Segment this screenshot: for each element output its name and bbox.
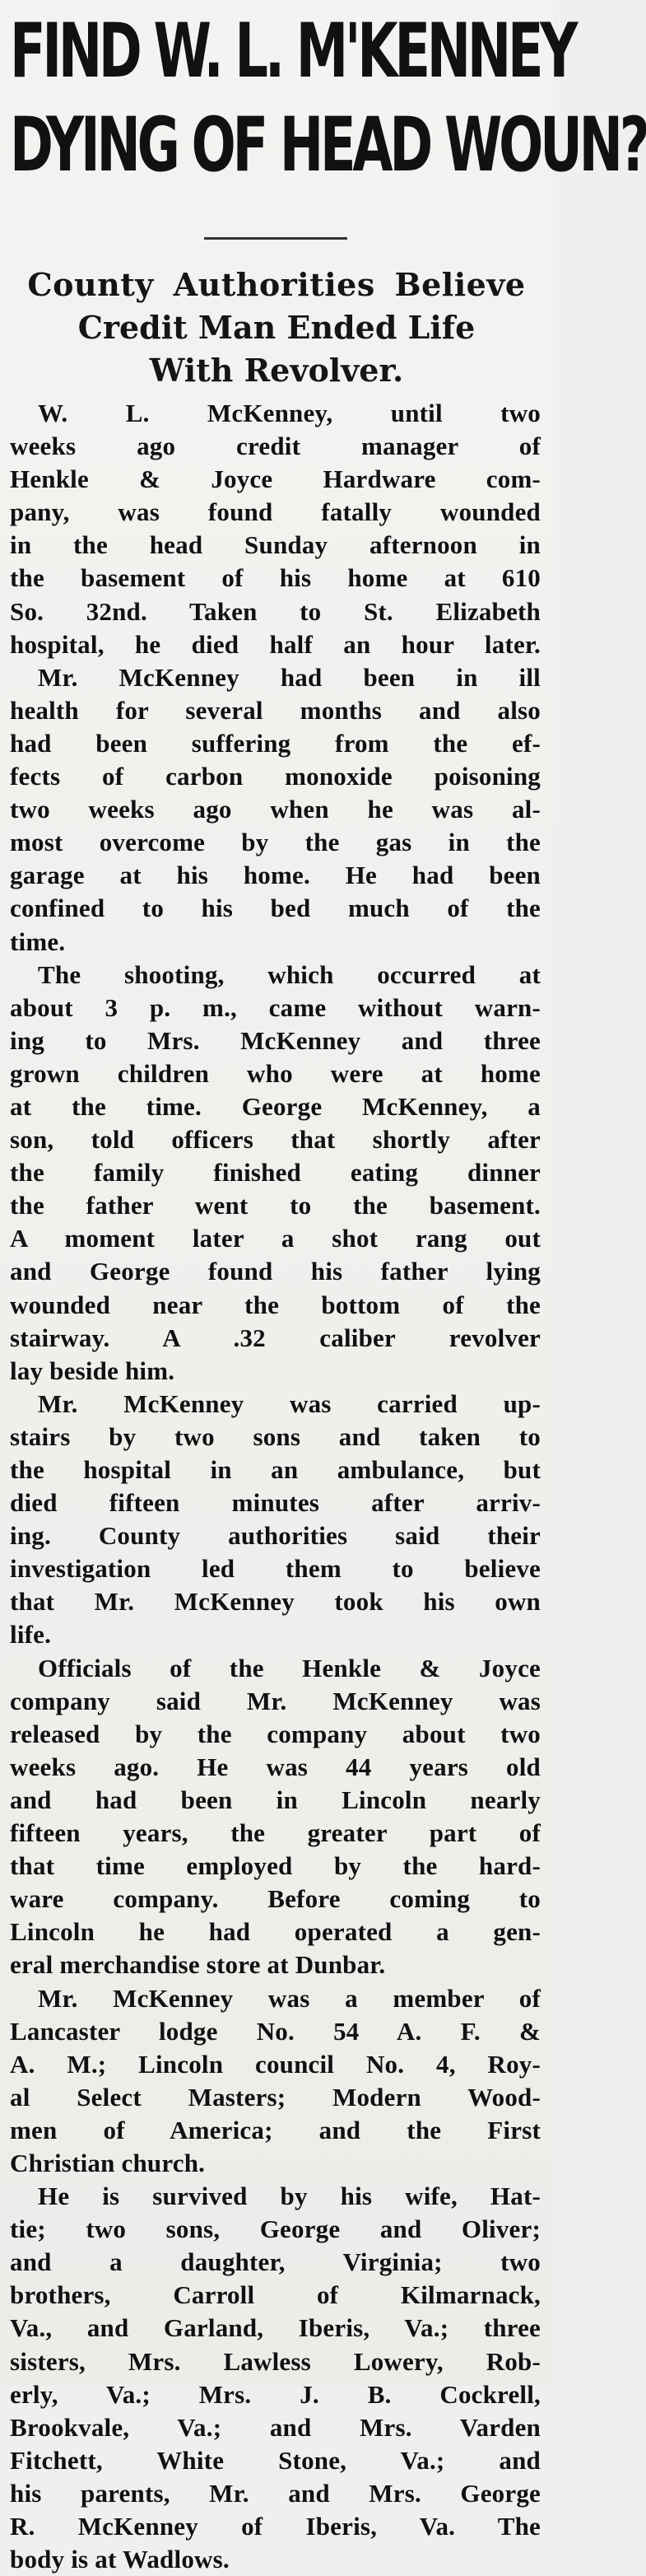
article-line: pany, was found fatally wounded — [10, 497, 541, 527]
article-line: released by the company about two — [10, 1719, 541, 1748]
article-line: that time employed by the hard- — [10, 1851, 541, 1881]
article-line: fects of carbon monoxide poisoning — [10, 762, 541, 791]
article-body — [10, 397, 541, 2576]
article-line: Mr. McKenney was a member of — [38, 1983, 541, 2013]
article-line: brothers, Carroll of Kilmarnack, — [10, 2280, 541, 2310]
article-line: life. — [10, 1620, 52, 1650]
subheadline-line-2: Credit Man Ended Life — [77, 309, 476, 346]
article-line: Officials of the Henkle & Joyce — [38, 1653, 541, 1682]
article-line: W. L. McKenney, until two — [38, 399, 541, 427]
article-line: and George found his father lying — [10, 1257, 541, 1286]
headline-line-2: DYING OF HEAD WOUN? — [10, 102, 646, 189]
article-line: al Select Masters; Modern Wood- — [10, 2082, 541, 2112]
article-line: So. 32nd. Taken to St. Elizabeth — [10, 596, 541, 626]
article-line: Lancaster lodge No. 54 A. F. & — [10, 2016, 541, 2046]
article-line: company said Mr. McKenney was — [10, 1686, 541, 1715]
article-line: wounded near the bottom of the — [10, 1290, 541, 1319]
article-line: Henkle & Joyce Hardware com- — [10, 464, 541, 494]
article-line: the basement of his home at 610 — [10, 563, 541, 593]
article-line: time. — [10, 926, 66, 956]
headline-line-1: FIND W. L. M'KENNEY — [10, 8, 575, 95]
article-line: lay beside him. — [10, 1356, 175, 1385]
subheadline — [0, 264, 553, 392]
headline — [10, 5, 646, 193]
article-line: tie; two sons, George and Oliver; — [10, 2214, 541, 2244]
article-line: R. McKenney of Iberis, Va. The — [10, 2512, 541, 2541]
article-line: Mr. McKenney was carried up- — [38, 1388, 541, 1418]
article-line: Fitchett, White Stone, Va.; and — [10, 2445, 541, 2475]
article-line: Brookvale, Va.; and Mrs. Varden — [10, 2412, 541, 2442]
article-line: died fifteen minutes after arriv- — [10, 1488, 541, 1518]
article-line: about 3 p. m., came without warn- — [10, 992, 541, 1022]
article-line: sisters, Mrs. Lawless Lowery, Rob- — [10, 2346, 541, 2376]
article-line: confined to his bed much of the — [10, 894, 541, 923]
article-line: at the time. George McKenney, a — [10, 1091, 541, 1121]
article-line: fifteen years, the greater part of — [10, 1818, 541, 1848]
article-line: Va., and Garland, Iberis, Va.; three — [10, 2313, 541, 2343]
article-line: and had been in Lincoln nearly — [10, 1785, 541, 1814]
article-line: eral merchandise store at Dunbar. — [10, 1950, 386, 1980]
article-line: hospital, he died half an hour later. — [10, 629, 541, 659]
article-line: ware company. Before coming to — [10, 1884, 541, 1914]
article-line: investigation led them to believe — [10, 1554, 541, 1584]
subheadline-line-3: With Revolver. — [149, 352, 404, 389]
article-line: body is at Wadlows. — [10, 2545, 230, 2574]
article-line: ing to Mrs. McKenney and three — [10, 1025, 541, 1055]
article-line: men of America; and the First — [10, 2115, 541, 2144]
subheadline-line-1: County Authorities Believe — [27, 266, 526, 303]
article-line: He is survived by his wife, Hat- — [38, 2182, 541, 2211]
article-line: most overcome by the gas in the — [10, 828, 541, 857]
divider-rule — [204, 237, 347, 240]
article-line: health for several months and also — [10, 695, 541, 725]
article-line: weeks ago credit manager of — [10, 432, 541, 461]
article-line: garage at his home. He had been — [10, 861, 541, 890]
article-line: his parents, Mr. and Mrs. George — [10, 2478, 541, 2508]
article-line: the family finished eating dinner — [10, 1158, 541, 1188]
article-line: A moment later a shot rang out — [10, 1224, 541, 1253]
article-line: that Mr. McKenney took his own — [10, 1587, 541, 1617]
article-line: Lincoln he had operated a gen- — [10, 1917, 541, 1947]
article-line: erly, Va.; Mrs. J. B. Cockrell, — [10, 2379, 541, 2409]
article-line: weeks ago. He was 44 years old — [10, 1752, 541, 1781]
article-line: had been suffering from the ef- — [10, 728, 541, 758]
article-line: the hospital in an ambulance, but — [10, 1455, 541, 1484]
article-line: stairway. A .32 caliber revolver — [10, 1323, 541, 1352]
article-line: in the head Sunday afternoon in — [10, 530, 541, 560]
article-line: Christian church. — [10, 2148, 206, 2177]
article-line: stairs by two sons and taken to — [10, 1421, 541, 1451]
article-line: two weeks ago when he was al- — [10, 795, 541, 824]
article-line: and a daughter, Virginia; two — [10, 2247, 541, 2277]
article-line: A. M.; Lincoln council No. 4, Roy- — [10, 2049, 541, 2079]
article-line: the father went to the basement. — [10, 1191, 541, 1220]
article-line: The shooting, which occurred at — [38, 959, 541, 989]
article-line: grown children who were at home — [10, 1058, 541, 1088]
article-line: Mr. McKenney had been in ill — [38, 662, 541, 692]
article-line: ing. County authorities said their — [10, 1521, 541, 1551]
article-line: son, told officers that shortly after — [10, 1125, 541, 1155]
